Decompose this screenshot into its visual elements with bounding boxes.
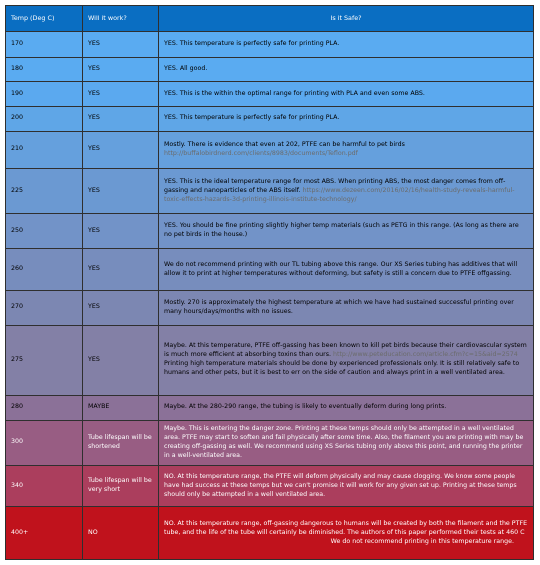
table-body: [6, 6, 534, 560]
temperature-cell: 300: [6, 420, 83, 465]
is-it-safe-cell: [159, 507, 534, 560]
table-row: [6, 420, 534, 465]
table-row: [6, 82, 534, 107]
temperature-cell: 190: [6, 82, 83, 107]
temperature-cell: 260: [6, 249, 83, 290]
safety-text: Maybe. This is entering the danger zone. Printing at these temps should only be attempted in a well ventilated area. PTFE may start to soften and fail physically after some time. Also, the filament you are printing with may be creating off-gassing as well. We recommend using XS Series tubing only above this point, and running the printer in a well-ventilated area.: [164, 424, 524, 459]
temperature-cell: 250: [6, 214, 83, 249]
safety-text-continued: Printing high temperature materials should be done by experienced professionals only. It is still relatively safe to humans and other pets, but it is best to err on the side of caution and always print in a well ventilated area.: [164, 360, 520, 377]
temperature-cell: 200: [6, 107, 83, 132]
safety-text: YES. This temperature is perfectly safe for printing PLA.: [164, 114, 340, 122]
table-row: [6, 395, 534, 420]
will-it-work-cell: YES: [83, 249, 159, 290]
table-row: [6, 168, 534, 213]
will-it-work-cell: YES: [83, 82, 159, 107]
safety-text: Mostly. There is evidence that even at 202, PTFE can be harmful to pet birds: [164, 140, 405, 148]
temperature-safety-table: [5, 5, 534, 560]
is-it-safe-cell: [159, 395, 534, 420]
is-it-safe-cell: [159, 325, 534, 395]
is-it-safe-cell: [159, 214, 534, 249]
is-it-safe-cell: [159, 131, 534, 168]
safety-text: YES. This temperature is perfectly safe for printing PLA.: [164, 39, 340, 47]
is-it-safe-cell: [159, 466, 534, 507]
is-it-safe-cell: [159, 290, 534, 325]
is-it-safe-cell: [159, 420, 534, 465]
will-it-work-cell: YES: [83, 168, 159, 213]
header-is-it-safe: Is it Safe?: [159, 6, 534, 32]
is-it-safe-cell: [159, 249, 534, 290]
table-row: [6, 466, 534, 507]
temperature-cell: 275: [6, 325, 83, 395]
temperature-cell: 225: [6, 168, 83, 213]
table-row: [6, 290, 534, 325]
table-row: [6, 325, 534, 395]
table-row: [6, 214, 534, 249]
will-it-work-cell: YES: [83, 107, 159, 132]
table-header-row: [6, 6, 534, 32]
table-row: [6, 57, 534, 82]
safety-text: NO. At this temperature range, the PTFE will deform physically and may cause clogging. We know some people have had success at these temps but we can't promise it will work for any given set up. Printing at these temps should only be attempted in a well ventilated area.: [164, 472, 517, 498]
will-it-work-cell: YES: [83, 290, 159, 325]
will-it-work-cell: YES: [83, 31, 159, 57]
is-it-safe-cell: [159, 82, 534, 107]
safety-text: NO. At this temperature range, off-gassing dangerous to humans will be created by both the filament and the PTFE tube, and the life of the tube will certainly be diminished. The authors of this paper performed their tests at 460 C: [164, 519, 528, 536]
temperature-cell: 180: [6, 57, 83, 82]
is-it-safe-cell: [159, 57, 534, 82]
temperature-cell: 270: [6, 290, 83, 325]
will-it-work-cell: YES: [83, 131, 159, 168]
table-row: [6, 249, 534, 290]
is-it-safe-cell: [159, 107, 534, 132]
will-it-work-cell: Tube lifespan will be very short: [83, 466, 159, 507]
table-row: [6, 131, 534, 168]
table-row: [6, 107, 534, 132]
table-row: [6, 31, 534, 57]
temperature-cell: 210: [6, 131, 83, 168]
is-it-safe-cell: [159, 168, 534, 213]
temperature-cell: 170: [6, 31, 83, 57]
will-it-work-cell: NO: [83, 507, 159, 560]
temperature-cell: 340: [6, 466, 83, 507]
reference-link[interactable]: http://buffalobirdnerd.com/clients/8983/documents/Teflon.pdf: [164, 149, 358, 157]
safety-text: YES. All good.: [164, 64, 208, 72]
is-it-safe-cell: [159, 31, 534, 57]
safety-recommendation: We do not recommend printing in this temperature range.: [330, 537, 514, 545]
will-it-work-cell: YES: [83, 57, 159, 82]
safety-text: YES. This is the ideal temperature range for most ABS. When printing ABS, the most danger comes from off-gassing and nanoparticles of the ABS itself.: [164, 177, 506, 194]
safety-text: Maybe. At the 280-290 range, the tubing is likely to eventually deform during long prints.: [164, 403, 447, 411]
safety-text: YES. You should be fine printing slightly higher temp materials (such as PETG in this range. (As long as there are no pet birds in the house.): [164, 222, 519, 239]
will-it-work-cell: MAYBE: [83, 395, 159, 420]
will-it-work-cell: YES: [83, 325, 159, 395]
table-row: [6, 507, 534, 560]
will-it-work-cell: Tube lifespan will be shortened: [83, 420, 159, 465]
safety-text: Mostly. 270 is approximately the highest temperature at which we have had sustained successful printing over many hours/days/months with no issues.: [164, 298, 514, 315]
header-temp: Temp (Deg C): [6, 6, 83, 32]
header-will-it-work: Will it work?: [83, 6, 159, 32]
reference-link[interactable]: http://www.peteducation.com/article.cfm?c=15&aid=2574: [333, 351, 518, 359]
temperature-cell: 280: [6, 395, 83, 420]
reference-link[interactable]: https://www.dezeen.com/2016/02/16/health-study-reveals-harmful-toxic-effects-hazards-3d-printing-illinois-institute-technology/: [164, 186, 515, 203]
safety-text: YES. This is the within the optimal range for printing with PLA and even some ABS.: [164, 89, 425, 97]
will-it-work-cell: YES: [83, 214, 159, 249]
safety-text: Maybe. At this temperature, PTFE off-gassing has been known to kill pet birds because their cardiovascular system is much more efficient at absorbing toxins than ours.: [164, 342, 527, 359]
temperature-cell: 400+: [6, 507, 83, 560]
safety-text: We do not recommend printing with our TL tubing above this range. Our XS Series tubing has additives that will allow it to print at higher temperatures without deforming, but safety is still a concern due to PTFE offgassing.: [164, 260, 518, 277]
